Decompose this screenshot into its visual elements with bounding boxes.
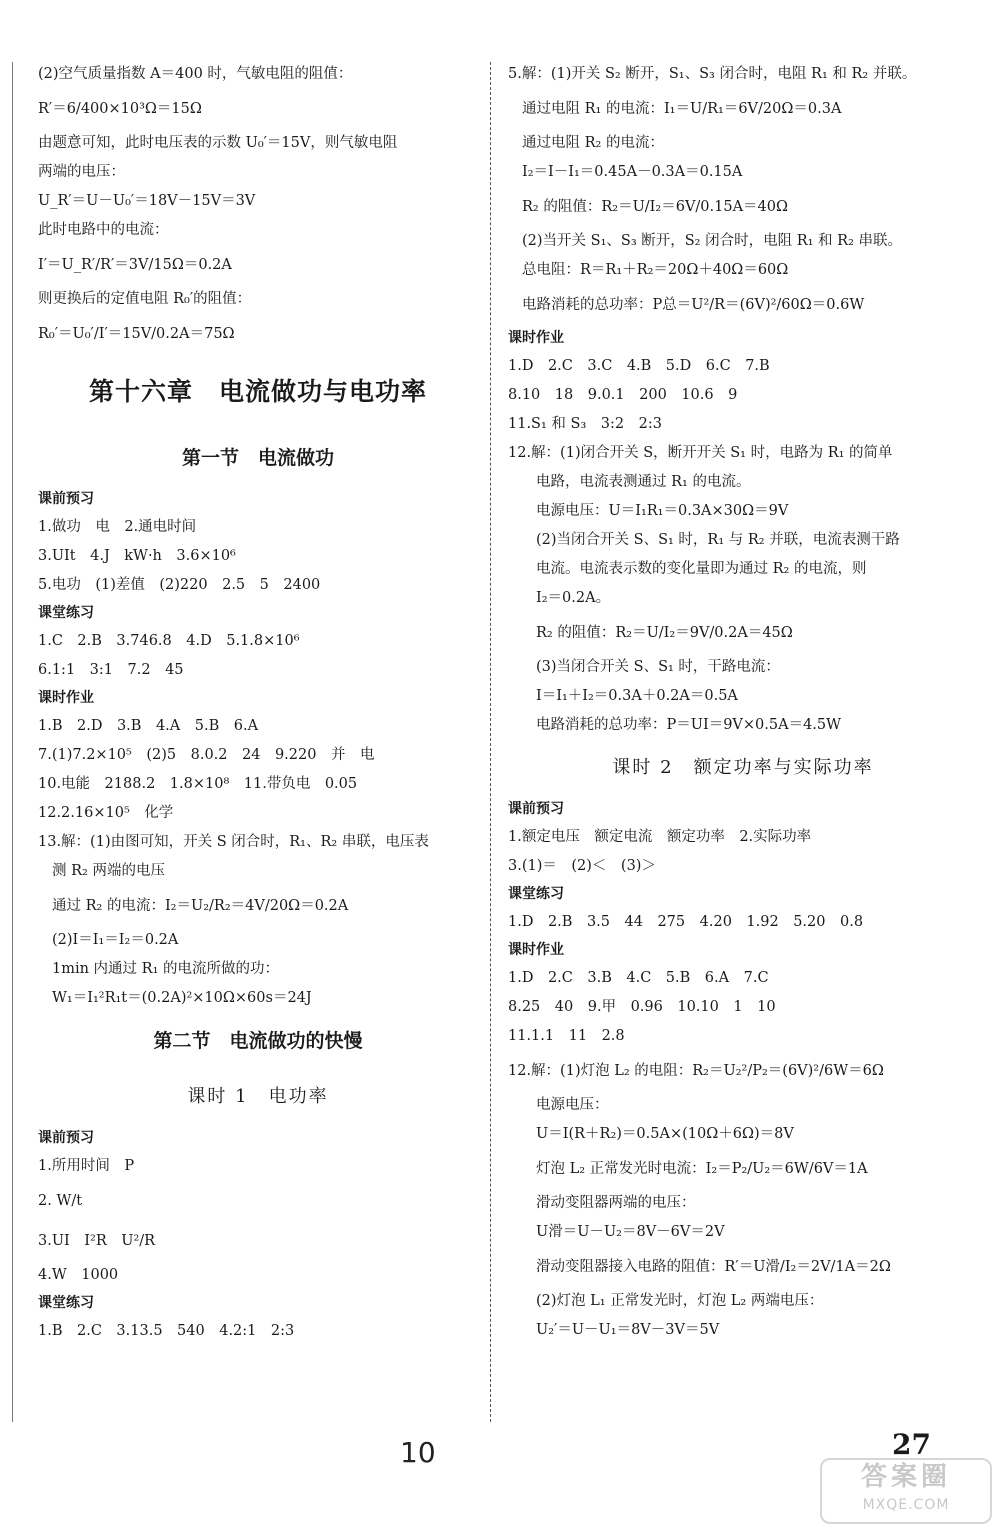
equation-line: R₂ 的阻值：R₂＝U/I₂＝9V/0.2A＝45Ω [536, 625, 793, 641]
equation-line: 灯泡 L₂ 正常发光时电流：I₂＝P₂/U₂＝6W/6V＝1A [536, 1161, 868, 1177]
answer-line: 1.所用时间 P [38, 1158, 135, 1174]
answer-line: U_R′＝U－U₀′＝18V－15V＝3V [38, 193, 256, 209]
answer-line: 8.25 40 9.甲 0.96 10.10 1 10 [508, 999, 776, 1015]
section-heading: 课堂练习 [38, 1295, 94, 1311]
answer-line: 电源电压：U＝I₁R₁＝0.3A×30Ω＝9V [536, 503, 789, 519]
answer-line: 1.B 2.C 3.13.5 540 4.2:1 2:3 [38, 1323, 295, 1339]
answer-line: 通过电阻 R₂ 的电流： [522, 135, 664, 151]
watermark-text: 答案圈 [860, 1462, 951, 1492]
answer-line: 8.10 18 9.0.1 200 10.6 9 [508, 387, 738, 403]
chapter-title: 第十六章 电流做功与电功率 [88, 377, 427, 406]
answer-line: (2)灯泡 L₁ 正常发光时，灯泡 L₂ 两端电压： [536, 1293, 824, 1309]
equation-line: 12.解：(1)灯泡 L₂ 的电阻：R₂＝U₂²/P₂＝(6V)²/6W＝6Ω [508, 1063, 884, 1079]
answer-line: 滑动变阻器两端的电压： [536, 1195, 696, 1211]
handwritten-page-mark: 10 [400, 1436, 436, 1469]
answer-line: 11.1.1 11 2.8 [508, 1028, 625, 1044]
watermark-logo [820, 1458, 992, 1524]
answer-line: I₂＝0.2A。 [536, 590, 611, 606]
section-heading: 课时作业 [508, 942, 564, 958]
equation-line: 通过电阻 R₁ 的电流：I₁＝U/R₁＝6V/20Ω＝0.3A [522, 101, 842, 117]
lesson-title: 课时 2 额定功率与实际功率 [612, 757, 874, 778]
answer-line: 1.D 2.C 3.C 4.B 5.D 6.C 7.B [508, 358, 770, 374]
answer-line: 电路消耗的总功率：P＝UI＝9V×0.5A＝4.5W [536, 717, 842, 733]
right-column [508, 60, 978, 1345]
left-margin-rule [12, 62, 13, 1422]
answer-line: U滑＝U－U₂＝8V－6V＝2V [536, 1224, 725, 1240]
answer-line: (2)当闭合开关 S、S₁ 时，R₁ 与 R₂ 并联，电流表测干路 [536, 532, 900, 548]
answer-line: 电路，电流表测通过 R₁ 的电流。 [536, 474, 751, 490]
equation-line: R₀′＝U₀′/I′＝15V/0.2A＝75Ω [38, 326, 235, 342]
answer-line: W₁＝I₁²R₁t＝(0.2A)²×10Ω×60s＝24J [52, 990, 312, 1006]
answer-line: I＝I₁＋I₂＝0.3A＋0.2A＝0.5A [536, 688, 738, 704]
equation-line: I′＝U_R′/R′＝3V/15Ω＝0.2A [38, 257, 232, 273]
answer-line: 电源电压： [536, 1097, 609, 1113]
answer-line: (2)I＝I₁＝I₂＝0.2A [52, 932, 179, 948]
answer-line: 11.S₁ 和 S₃ 3:2 2:3 [508, 416, 662, 432]
answer-line: 由题意可知，此时电压表的示数 U₀′＝15V，则气敏电阻 [38, 135, 398, 151]
equation-line: R₂ 的阻值：R₂＝U/I₂＝6V/0.15A＝40Ω [522, 199, 789, 215]
section-heading: 课前预习 [38, 1130, 94, 1146]
answer-line: 1min 内通过 R₁ 的电流所做的功： [52, 961, 280, 977]
answer-line: 总电阻：R＝R₁＋R₂＝20Ω＋40Ω＝60Ω [522, 262, 789, 278]
answer-line: 1.做功 电 2.通电时间 [38, 519, 197, 535]
section-heading: 课堂练习 [38, 605, 94, 621]
answer-line: 两端的电压： [38, 164, 125, 180]
answer-line: 4.W 1000 [38, 1267, 119, 1283]
section-heading: 课时作业 [508, 330, 564, 346]
answer-line: 6.1:1 3:1 7.2 45 [38, 662, 184, 678]
equation-line: 2. W/t [38, 1193, 83, 1209]
lesson-title: 课时 1 电功率 [187, 1086, 329, 1107]
left-column [38, 60, 478, 1346]
page-number: 27 [892, 1428, 931, 1461]
answer-line: 1.B 2.D 3.B 4.A 5.B 6.A [38, 718, 259, 734]
answer-line: U＝I(R＋R₂)＝0.5A×(10Ω＋6Ω)＝8V [536, 1126, 794, 1142]
equation-line: 通过 R₂ 的电流：I₂＝U₂/R₂＝4V/20Ω＝0.2A [52, 898, 349, 914]
equation-line: 滑动变阻器接入电路的阻值：R′＝U滑/I₂＝2V/1A＝2Ω [536, 1259, 891, 1275]
answer-line: (3)当闭合开关 S、S₁ 时，干路电流： [536, 659, 780, 675]
section-heading: 课堂练习 [508, 886, 564, 902]
answer-line: 5.解：(1)开关 S₂ 断开，S₁、S₃ 闭合时，电阻 R₁ 和 R₂ 并联。 [508, 66, 917, 82]
answer-line: (2)空气质量指数 A＝400 时，气敏电阻的阻值： [38, 66, 353, 82]
equation-line: R′＝6/400×10³Ω＝15Ω [38, 101, 202, 117]
answer-line: 1.C 2.B 3.746.8 4.D 5.1.8×10⁶ [38, 633, 300, 649]
answer-line: 3.UIt 4.J kW·h 3.6×10⁶ [38, 548, 236, 564]
watermark-url: MXQE.COM [862, 1497, 950, 1513]
answer-line: 1.D 2.B 3.5 44 275 4.20 1.92 5.20 0.8 [508, 914, 864, 930]
answer-line: I₂＝I－I₁＝0.45A－0.3A＝0.15A [522, 164, 743, 180]
equation-line: 电路消耗的总功率：P总＝U²/R＝(6V)²/60Ω＝0.6W [522, 297, 865, 313]
answer-line: 5.电功 (1)差值 (2)220 2.5 5 2400 [38, 577, 321, 593]
section-heading: 课前预习 [508, 801, 564, 817]
answer-line: 此时电路中的电流： [38, 222, 169, 238]
answer-line: 1.额定电压 额定电流 额定功率 2.实际功率 [508, 829, 812, 845]
answer-line: 12.2.16×10⁵ 化学 [38, 805, 174, 821]
answer-line: (2)当开关 S₁、S₃ 断开，S₂ 闭合时，电阻 R₁ 和 R₂ 串联。 [522, 233, 903, 249]
answer-line: 电流。电流表示数的变化量即为通过 R₂ 的电流，则 [536, 561, 867, 577]
answer-line: U₂′＝U－U₁＝8V－3V＝5V [536, 1322, 720, 1338]
answer-line: 12.解：(1)闭合开关 S，断开开关 S₁ 时，电路为 R₁ 的简单 [508, 445, 893, 461]
answer-line: 则更换后的定值电阻 R₀′的阻值： [38, 291, 252, 307]
column-divider [490, 62, 491, 1422]
answer-line: 1.D 2.C 3.B 4.C 5.B 6.A 7.C [508, 970, 769, 986]
answer-line: 13.解：(1)由图可知，开关 S 闭合时，R₁、R₂ 串联，电压表 [38, 834, 429, 850]
answer-line: 3.(1)＝ (2)＜ (3)＞ [508, 858, 656, 874]
subsection-title: 第二节 电流做功的快慢 [153, 1030, 363, 1052]
section-heading: 课前预习 [38, 491, 94, 507]
section-heading: 课时作业 [38, 690, 94, 706]
answer-line: 测 R₂ 两端的电压 [52, 863, 165, 879]
subsection-title: 第一节 电流做功 [181, 447, 334, 469]
answer-line: 10.电能 2188.2 1.8×10⁸ 11.带负电 0.05 [38, 776, 358, 792]
equation-line: 3.UI I²R U²/R [38, 1233, 156, 1249]
answer-line: 7.(1)7.2×10⁵ (2)5 8.0.2 24 9.220 并 电 [38, 747, 375, 763]
